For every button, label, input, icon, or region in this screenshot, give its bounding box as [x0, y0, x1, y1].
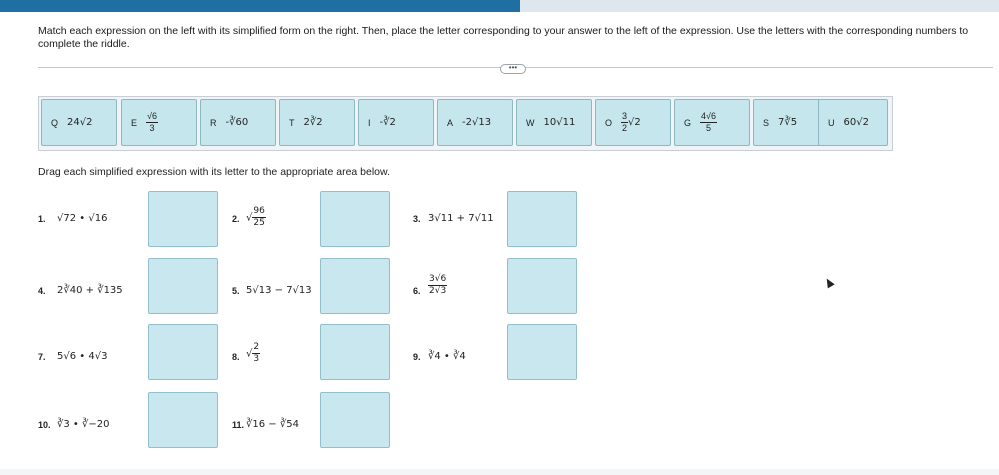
tile-expression: 24√2 [67, 117, 93, 128]
question-expression: ∛16 − ∛54 [246, 419, 299, 430]
tile-letter: E [131, 117, 138, 128]
tile-o[interactable] [595, 99, 671, 146]
tile-r[interactable] [200, 99, 276, 146]
tile-letter: I [368, 117, 371, 128]
question-number: 2. [232, 214, 240, 224]
question-expression: 2∛40 + ∛135 [57, 285, 123, 296]
question-number: 3. [413, 214, 421, 224]
tile-letter: Q [51, 117, 59, 128]
question-expression: 3√11 + 7√11 [428, 213, 494, 224]
instructions-text: Match each expression on the left with its simplified form on the right. Then, place the letter corresponding to your answer to the left of the expression. Use the letters with the corresponding numbers to complete the riddle. [38, 25, 969, 50]
question-expression: √72 • √16 [57, 213, 108, 224]
tile-w[interactable] [516, 99, 592, 146]
question-expression: $\frac{3√6}{2√3}$ [429, 274, 447, 296]
top-bar [0, 0, 999, 12]
drop-zone-7[interactable] [148, 324, 218, 380]
drag-prompt: Drag each simplified expression with its letter to the appropriate area below. [38, 166, 390, 178]
tile-expression: -2√13 [462, 117, 492, 128]
question-number: 11. [232, 420, 245, 430]
question-expression: √ $\frac{96}{25}$ [246, 206, 265, 228]
answer-tray [38, 96, 893, 151]
bottom-strip [0, 469, 999, 475]
drop-zone-5[interactable] [320, 258, 390, 314]
tile-g[interactable] [674, 99, 750, 146]
question-number: 5. [232, 286, 240, 296]
drop-zone-10[interactable] [148, 392, 218, 448]
drop-zone-8[interactable] [320, 324, 390, 380]
tile-letter: A [447, 117, 454, 128]
tile-a[interactable] [437, 99, 513, 146]
question-expression: ∛3 • ∛−20 [57, 419, 110, 430]
tile-expression: √2 [628, 117, 641, 128]
question-number: 9. [413, 352, 421, 362]
tile-expression: 10√11 [543, 117, 576, 128]
tile-t[interactable] [279, 99, 355, 146]
tile-i[interactable] [358, 99, 434, 146]
mouse-cursor-icon [823, 277, 834, 289]
drop-zone-4[interactable] [148, 258, 218, 314]
question-expression: ∛4 • ∛4 [428, 351, 466, 362]
tile-expression: 60√2 [843, 117, 869, 128]
tile-expression: 2∛2 [303, 117, 323, 128]
tile-q[interactable] [41, 99, 117, 146]
drop-zone-2[interactable] [320, 191, 390, 247]
top-bar-light [520, 0, 999, 12]
question-number: 10. [38, 420, 51, 430]
tile-e[interactable] [121, 99, 197, 146]
question-number: 6. [413, 286, 421, 296]
tile-letter: U [828, 117, 835, 128]
tile-expression: 7∛5 [778, 117, 798, 128]
drop-zone-9[interactable] [507, 324, 577, 380]
question-number: 7. [38, 352, 46, 362]
tile-fraction: $\frac{3}{2}$ [622, 111, 628, 133]
tile-letter: S [763, 117, 770, 128]
tile-expression: -∛2 [379, 117, 396, 128]
tile-fraction: $\frac{4√6}{5}$ [701, 111, 716, 133]
question-number: 8. [232, 352, 240, 362]
tile-u[interactable] [818, 99, 888, 146]
question-number: 4. [38, 286, 46, 296]
question-expression: √ $\frac{2}{3}$ [246, 342, 260, 364]
tile-expression: -∛60 [225, 117, 249, 128]
tile-letter: W [526, 117, 535, 128]
more-button[interactable]: ••• [500, 64, 526, 74]
tile-letter: T [289, 117, 295, 128]
drop-zone-3[interactable] [507, 191, 577, 247]
tile-letter: G [684, 117, 692, 128]
tile-fraction: $\frac{√6}{3}$ [147, 111, 157, 133]
tile-letter: R [210, 117, 217, 128]
drop-zone-11[interactable] [320, 392, 390, 448]
drop-zone-1[interactable] [148, 191, 218, 247]
tile-letter: O [605, 117, 613, 128]
question-expression: 5√13 − 7√13 [246, 285, 312, 296]
drop-zone-6[interactable] [507, 258, 577, 314]
question-number: 1. [38, 214, 46, 224]
question-expression: 5√6 • 4√3 [57, 351, 108, 362]
